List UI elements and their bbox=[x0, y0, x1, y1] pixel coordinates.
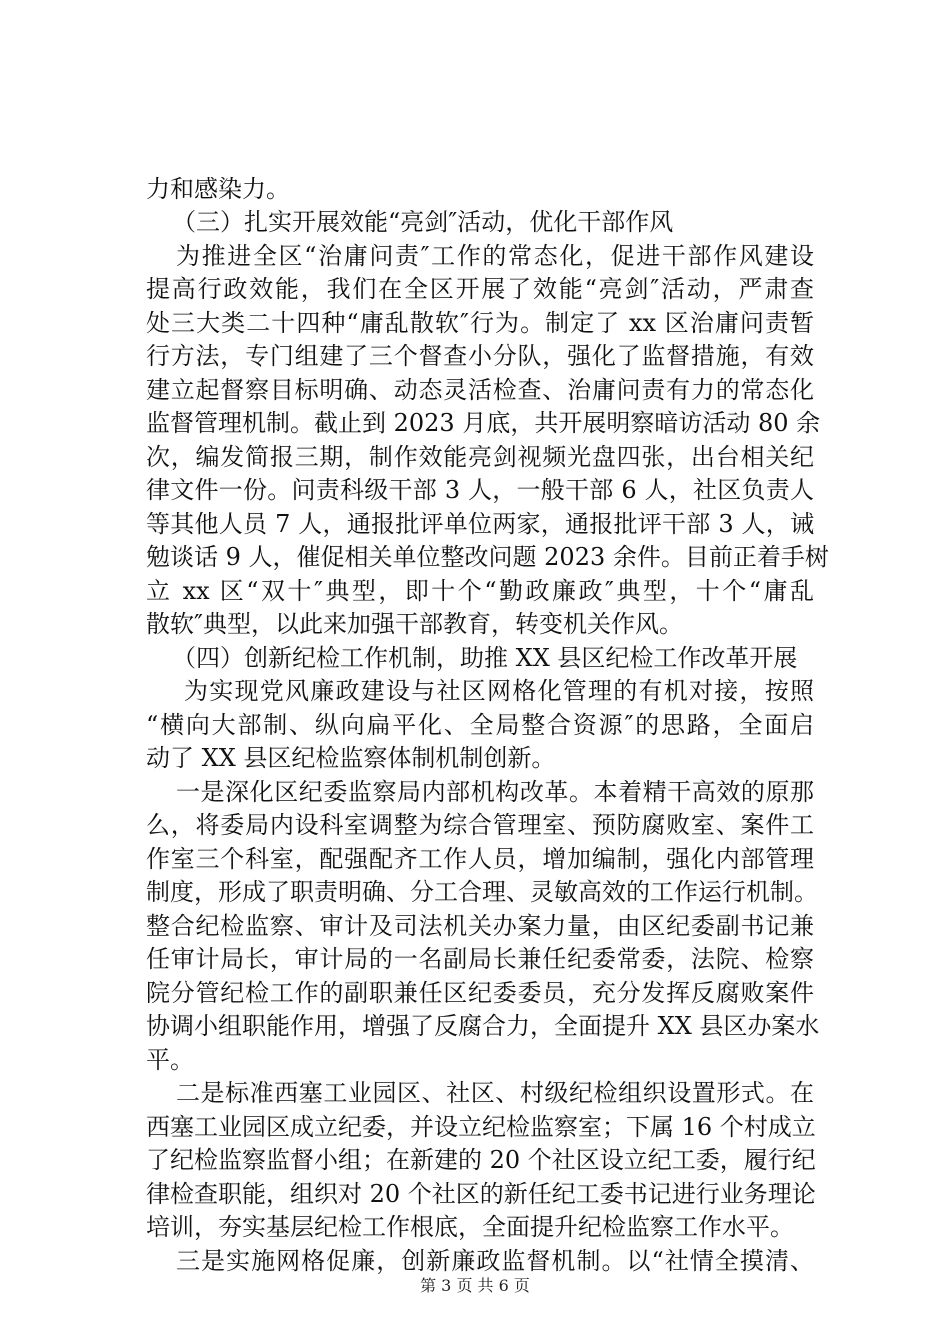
text-line: 散软″典型，以此来加强干部教育，转变机关作风。 bbox=[146, 610, 683, 638]
text-line: 勉谈话 9 人，催促相关单位整改问题 2023 余件。目前正着手树 bbox=[146, 543, 829, 571]
page-number-footer: 第 3 页 共 6 页 bbox=[420, 1276, 530, 1295]
section-heading-4: （四）创新纪检工作机制，助推 XX 县区纪检工作改革开展 bbox=[172, 644, 798, 672]
text-line: 了纪检监察监督小组；在新建的 20 个社区设立纪工委，履行纪 bbox=[146, 1146, 816, 1174]
text-line: 监督管理机制。截止到 2023 月底，共开展明察暗访活动 80 余 bbox=[146, 409, 821, 437]
text-line: 力和感染力。 bbox=[146, 175, 290, 203]
text-line: 律检查职能，组织对 20 个社区的新任纪工委书记进行业务理论 bbox=[146, 1180, 816, 1208]
text-line: 立 xx 区“双十″典型，即十个“勤政廉政″典型，十个“庸乱 bbox=[146, 577, 814, 605]
text-line: 三是实施网格促廉，创新廉政监督机制。以“社情全摸清、 bbox=[176, 1247, 814, 1275]
text-line: 么，将委局内设科室调整为综合管理室、预防腐败室、案件工 bbox=[146, 811, 814, 839]
text-line: 院分管纪检工作的副职兼任区纪委委员，充分发挥反腐败案件 bbox=[146, 979, 814, 1007]
text-line: 作室三个科室，配强配齐工作人员，增加编制，强化内部管理 bbox=[146, 845, 814, 873]
text-line: 建立起督察目标明确、动态灵活检查、治庸问责有力的常态化 bbox=[146, 376, 814, 404]
text-line: 等其他人员 7 人，通报批评单位两家，通报批评干部 3 人，诫 bbox=[146, 510, 814, 538]
text-line: 提高行政效能，我们在全区开展了效能“亮剑″活动，严肃查 bbox=[146, 275, 814, 303]
text-line: 二是标准西塞工业园区、社区、村级纪检组织设置形式。在 bbox=[176, 1079, 814, 1107]
text-line: 一是深化区纪委监察局内部机构改革。本着精干高效的原那 bbox=[176, 778, 814, 806]
text-line: 行方法，专门组建了三个督查小分队，强化了监督措施，有效 bbox=[146, 342, 814, 370]
text-line: 动了 XX 县区纪检监察体制机制创新。 bbox=[146, 744, 556, 772]
text-line: 平。 bbox=[146, 1046, 194, 1074]
text-line: 律文件一份。问责科级干部 3 人，一般干部 6 人，社区负责人 bbox=[146, 476, 814, 504]
text-line: 制度，形成了职责明确、分工合理、灵敏高效的工作运行机制。 bbox=[146, 878, 818, 906]
text-line: 西塞工业园区成立纪委，并设立纪检监察室；下属 16 个村成立 bbox=[146, 1113, 816, 1141]
text-line: 为实现党风廉政建设与社区网格化管理的有机对接，按照 bbox=[184, 677, 814, 705]
text-line: 整合纪检监察、审计及司法机关办案力量，由区纪委副书记兼 bbox=[146, 912, 814, 940]
text-line: 培训，夯实基层纪检工作根底，全面提升纪检监察工作水平。 bbox=[146, 1213, 794, 1241]
text-line: 协调小组职能作用，增强了反腐合力，全面提升 XX 县区办案水 bbox=[146, 1012, 820, 1040]
text-line: 任审计局长，审计局的一名副局长兼任纪委常委，法院、检察 bbox=[146, 945, 814, 973]
section-heading-3: （三）扎实开展效能“亮剑″活动，优化干部作风 bbox=[172, 208, 674, 236]
text-line: 次，编发简报三期，制作效能亮剑视频光盘四张，出台相关纪 bbox=[146, 443, 814, 471]
text-line: 处三大类二十四种“庸乱散软″行为。制定了 xx 区治庸问责暂 bbox=[146, 309, 814, 337]
text-line: 为推进全区“治庸问责″工作的常态化，促进干部作风建设 bbox=[176, 242, 814, 270]
text-line: “横向大部制、纵向扁平化、全局整合资源″的思路，全面启 bbox=[146, 711, 814, 739]
